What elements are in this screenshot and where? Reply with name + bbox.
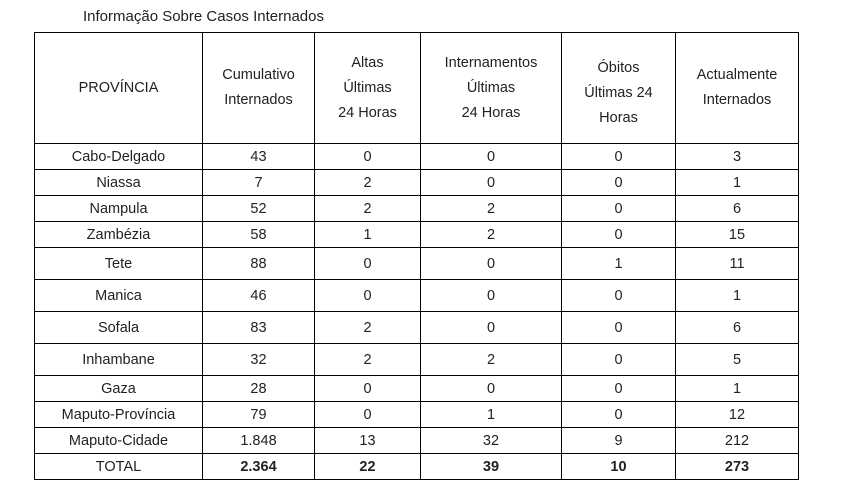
cell-cumulativo: 52 bbox=[203, 196, 315, 222]
header-line: Últimas 24 bbox=[584, 84, 653, 101]
cell-internamentos: 0 bbox=[421, 312, 562, 344]
cell-provincia: Niassa bbox=[35, 170, 203, 196]
table-row bbox=[35, 402, 799, 428]
cell-obitos: 0 bbox=[562, 196, 676, 222]
cell-internamentos: 0 bbox=[421, 280, 562, 312]
cell-obitos: 0 bbox=[562, 402, 676, 428]
header-cumulativo-internados bbox=[203, 33, 315, 144]
cell-cumulativo: 58 bbox=[203, 222, 315, 248]
header-line: Horas bbox=[599, 109, 638, 126]
table-row bbox=[35, 280, 799, 312]
cell-actualmente: 5 bbox=[676, 344, 799, 376]
header-line: Internados bbox=[702, 92, 772, 108]
cell-cumulativo: 32 bbox=[203, 344, 315, 376]
table-row bbox=[35, 344, 799, 376]
cell-actualmente: 6 bbox=[676, 196, 799, 222]
header-altas bbox=[315, 33, 421, 144]
cell-internamentos: 0 bbox=[421, 144, 562, 170]
cell-internamentos: 0 bbox=[421, 248, 562, 280]
table-row bbox=[35, 428, 799, 454]
table-row bbox=[35, 312, 799, 344]
cell-obitos: 9 bbox=[562, 428, 676, 454]
table-row bbox=[35, 170, 799, 196]
cell-provincia: Nampula bbox=[35, 196, 203, 222]
cell-total-actualmente: 273 bbox=[676, 454, 799, 480]
cell-provincia: Manica bbox=[35, 280, 203, 312]
cell-total-obitos: 10 bbox=[562, 454, 676, 480]
cell-obitos: 0 bbox=[562, 312, 676, 344]
header-provincia bbox=[35, 33, 203, 144]
table-row bbox=[35, 196, 799, 222]
cell-cumulativo: 1.848 bbox=[203, 428, 315, 454]
header-line: Últimas bbox=[466, 79, 516, 96]
cell-provincia: Inhambane bbox=[35, 344, 203, 376]
header-line: Actualmente bbox=[696, 67, 778, 83]
header-line: Últimas bbox=[343, 79, 392, 96]
header-line: Internamentos bbox=[444, 54, 538, 71]
cell-cumulativo: 79 bbox=[203, 402, 315, 428]
cell-provincia: Gaza bbox=[35, 376, 203, 402]
cell-internamentos: 0 bbox=[421, 376, 562, 402]
cell-obitos: 0 bbox=[562, 222, 676, 248]
cell-internamentos: 32 bbox=[421, 428, 562, 454]
cell-total-altas: 22 bbox=[315, 454, 421, 480]
header-line: Internados bbox=[224, 92, 293, 108]
cell-obitos: 1 bbox=[562, 248, 676, 280]
cell-altas: 13 bbox=[315, 428, 421, 454]
cell-actualmente: 1 bbox=[676, 376, 799, 402]
table-row bbox=[35, 144, 799, 170]
header-line: 24 Horas bbox=[461, 104, 521, 121]
cell-altas: 0 bbox=[315, 248, 421, 280]
cell-actualmente: 6 bbox=[676, 312, 799, 344]
cell-obitos: 0 bbox=[562, 376, 676, 402]
cell-provincia: Maputo-Província bbox=[35, 402, 203, 428]
header-line: Óbitos bbox=[597, 59, 640, 76]
cell-total-label: TOTAL bbox=[35, 454, 203, 480]
cell-internamentos: 2 bbox=[421, 222, 562, 248]
cell-cumulativo: 43 bbox=[203, 144, 315, 170]
cell-actualmente: 1 bbox=[676, 170, 799, 196]
cell-altas: 2 bbox=[315, 196, 421, 222]
table-caption: Informação Sobre Casos Internados bbox=[83, 8, 324, 25]
cell-actualmente: 12 bbox=[676, 402, 799, 428]
cell-cumulativo: 88 bbox=[203, 248, 315, 280]
cell-provincia: Cabo-Delgado bbox=[35, 144, 203, 170]
cell-obitos: 0 bbox=[562, 144, 676, 170]
cell-provincia: Tete bbox=[35, 248, 203, 280]
cell-internamentos: 1 bbox=[421, 402, 562, 428]
cell-internamentos: 2 bbox=[421, 196, 562, 222]
cell-internamentos: 2 bbox=[421, 344, 562, 376]
cell-total-cumulativo: 2.364 bbox=[203, 454, 315, 480]
header-line: 24 Horas bbox=[338, 104, 397, 121]
cell-cumulativo: 83 bbox=[203, 312, 315, 344]
cell-altas: 1 bbox=[315, 222, 421, 248]
cell-altas: 2 bbox=[315, 312, 421, 344]
cell-altas: 2 bbox=[315, 170, 421, 196]
cell-obitos: 0 bbox=[562, 170, 676, 196]
cell-obitos: 0 bbox=[562, 280, 676, 312]
header-line: PROVÍNCIA bbox=[78, 79, 159, 96]
cell-altas: 0 bbox=[315, 144, 421, 170]
header-internamentos bbox=[421, 33, 562, 144]
cell-total-internamentos: 39 bbox=[421, 454, 562, 480]
hospitalized-cases-table bbox=[34, 32, 799, 480]
cell-actualmente: 1 bbox=[676, 280, 799, 312]
header-row bbox=[35, 33, 799, 144]
cell-altas: 0 bbox=[315, 280, 421, 312]
header-line: Cumulativo bbox=[222, 67, 295, 83]
cell-altas: 0 bbox=[315, 402, 421, 428]
cell-provincia: Maputo-Cidade bbox=[35, 428, 203, 454]
cell-cumulativo: 28 bbox=[203, 376, 315, 402]
cell-provincia: Sofala bbox=[35, 312, 203, 344]
table-row bbox=[35, 222, 799, 248]
cell-actualmente: 3 bbox=[676, 144, 799, 170]
cell-actualmente: 212 bbox=[676, 428, 799, 454]
header-actualmente-internados bbox=[676, 33, 799, 144]
cell-provincia: Zambézia bbox=[35, 222, 203, 248]
cell-actualmente: 11 bbox=[676, 248, 799, 280]
header-line: Altas bbox=[351, 54, 384, 71]
table-row bbox=[35, 248, 799, 280]
table-row bbox=[35, 376, 799, 402]
cell-altas: 2 bbox=[315, 344, 421, 376]
total-row bbox=[35, 454, 799, 480]
cell-obitos: 0 bbox=[562, 344, 676, 376]
cell-altas: 0 bbox=[315, 376, 421, 402]
cell-actualmente: 15 bbox=[676, 222, 799, 248]
header-obitos bbox=[562, 33, 676, 144]
cell-internamentos: 0 bbox=[421, 170, 562, 196]
cell-cumulativo: 46 bbox=[203, 280, 315, 312]
cell-cumulativo: 7 bbox=[203, 170, 315, 196]
